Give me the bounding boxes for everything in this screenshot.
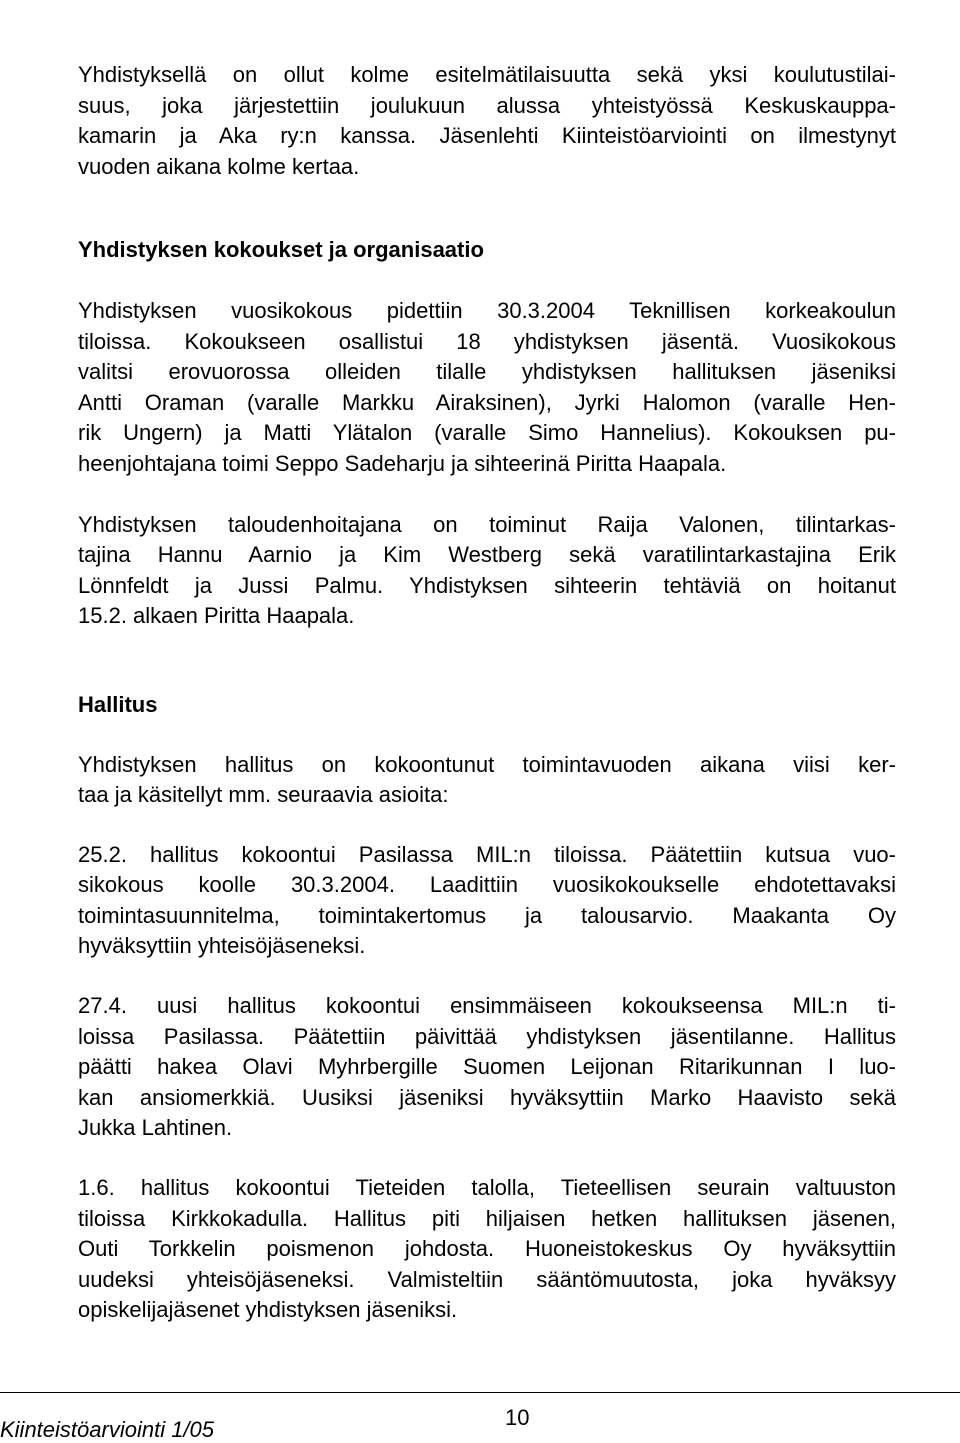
meeting-feb-paragraph [78, 840, 896, 962]
text-line: Outi Torkkelin poismenon johdosta. Huoneistokeskus Oy hyväksyttiin [78, 1236, 896, 1262]
text-line: valitsi erovuorossa olleiden tilalle yhdistyksen hallituksen jäseniksi [78, 359, 896, 385]
text-line: suus, joka järjestettiin joulukuun alussa yhteistyössä Keskuskauppa- [78, 92, 896, 118]
text-line: rik Ungern) ja Matti Ylätalon (varalle Simo Hannelius). Kokouksen pu- [78, 420, 896, 446]
text-line: Yhdistyksellä on ollut kolme esitelmätilaisuutta sekä yksi koulutustilai- [78, 62, 896, 87]
board-intro-paragraph [78, 750, 896, 811]
text-line: Yhdistyksen taloudenhoitajana on toiminut Raija Valonen, tilintarkas- [78, 511, 896, 537]
meeting-apr-paragraph [78, 991, 896, 1144]
text-line: hyväksyttiin yhteisöjäseneksi. [78, 933, 366, 959]
text-line: sikokous koolle 30.3.2004. Laadittiin vuosikokoukselle ehdotettavaksi [78, 872, 896, 898]
meeting-jun-paragraph [78, 1173, 896, 1326]
text-line: 25.2. hallitus kokoontui Pasilassa MIL:n tiloissa. Päätettiin kutsua vuo- [78, 841, 896, 867]
section-heading-board: Hallitus [78, 691, 158, 717]
text-line: uudeksi yhteisöjäseneksi. Valmisteltiin sääntömuutosta, joka hyväksyy [78, 1266, 896, 1292]
text-line: Yhdistyksen vuosikokous pidettiin 30.3.2004 Teknillisen korkeakoulun [78, 297, 896, 323]
text-line: kamarin ja Aka ry:n kanssa. Jäsenlehti Kiinteistöarviointi on ilmestynyt [78, 123, 896, 149]
treasurer-paragraph [78, 510, 896, 632]
footer-publication: Kiinteistöarviointi 1/05 [0, 1417, 215, 1442]
text-line: 1.6. hallitus kokoontui Tieteiden talolla, Tieteellisen seurain valtuuston [78, 1175, 896, 1201]
text-line: vuoden aikana kolme kertaa. [78, 153, 360, 179]
footer-divider [0, 1392, 960, 1393]
text-line: päätti hakea Olavi Myhrbergille Suomen Leijonan Ritarikunnan I luo- [78, 1054, 896, 1080]
text-line: loissa Pasilassa. Päätettiin päivittää yhdistyksen jäsentilanne. Hallitus [78, 1023, 896, 1049]
text-line: 15.2. alkaen Piritta Haapala. [78, 603, 355, 629]
text-line: heenjohtajana toimi Seppo Sadeharju ja sihteerinä Piritta Haapala. [78, 450, 727, 476]
text-line: Lönnfeldt ja Jussi Palmu. Yhdistyksen sihteerin tehtäviä on hoitanut [78, 572, 896, 598]
section-heading-meetings: Yhdistyksen kokoukset ja organisaatio [78, 237, 484, 263]
page-number: 10 [505, 1405, 530, 1430]
text-line: toimintasuunnitelma, toimintakertomus ja talousarvio. Maakanta Oy [78, 902, 896, 928]
text-line: kan ansiomerkkiä. Uusiksi jäseniksi hyväksyttiin Marko Haavisto sekä [78, 1084, 896, 1110]
intro-paragraph [78, 60, 896, 182]
text-line: tajina Hannu Aarnio ja Kim Westberg sekä varatilintarkastajina Erik [78, 542, 896, 568]
text-line: Jukka Lahtinen. [78, 1115, 233, 1141]
text-line: Antti Oraman (varalle Markku Airaksinen), Jyrki Halomon (varalle Hen- [78, 389, 896, 415]
text-line: 27.4. uusi hallitus kokoontui ensimmäiseen kokoukseensa MIL:n ti- [78, 993, 896, 1019]
document-page [78, 60, 896, 1326]
text-line: opiskelijajäsenet yhdistyksen jäseniksi. [78, 1297, 458, 1323]
annual-meeting-paragraph [78, 296, 896, 480]
text-line: Yhdistyksen hallitus on kokoontunut toimintavuoden aikana viisi ker- [78, 751, 896, 777]
text-line: taa ja käsitellyt mm. seuraavia asioita: [78, 782, 449, 808]
text-line: tiloissa. Kokoukseen osallistui 18 yhdistyksen jäsentä. Vuosikokous [78, 328, 896, 354]
text-line: tiloissa Kirkkokadulla. Hallitus piti hiljaisen hetken hallituksen jäsenen, [78, 1205, 896, 1231]
